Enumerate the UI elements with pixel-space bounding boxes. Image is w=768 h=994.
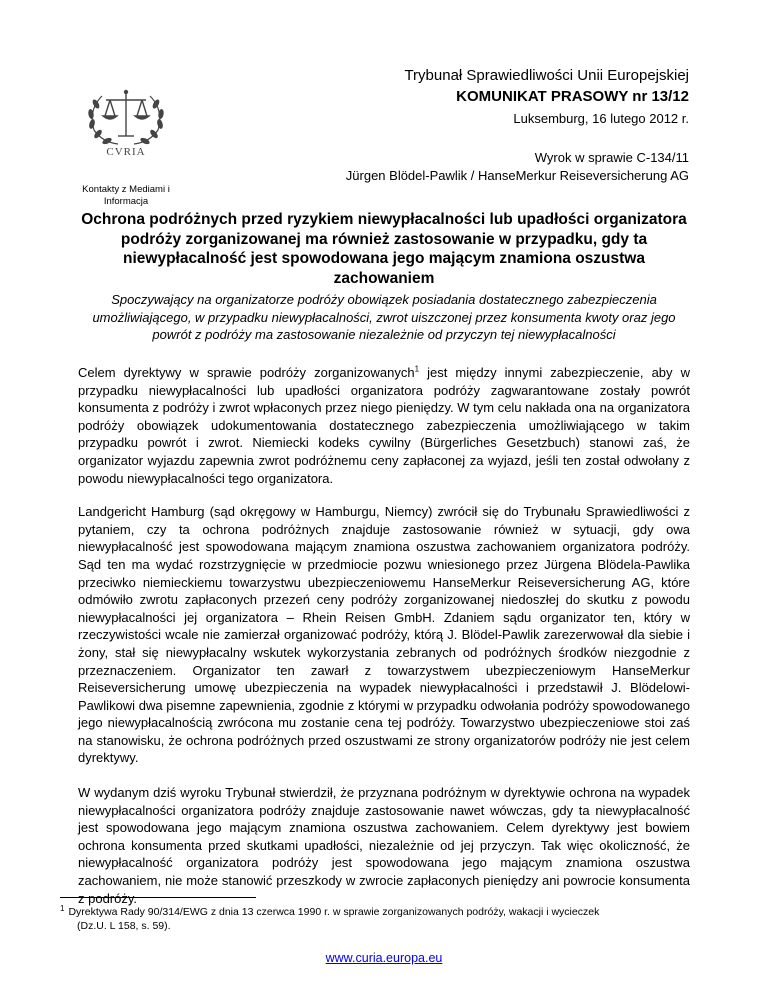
footnote-mark: 1 [60, 903, 65, 913]
contacts-line-1: Kontakty z Mediami i [82, 184, 170, 195]
paragraph-1-rest: jest między innymi zabezpieczenie, aby w przypadku niewypłacalności lub upadłości organizatora podróży zagwarantowane zostały powrót konsumenta z podróży i zwrot wpłaconych przez niego pieniędzy. W tym celu nakłada ona na organizatora podróży obowiązek udokumentowania dostatecznego zabezpieczenia umożliwiającego w takim przypadku powrót i zwrot. Niemiecki kodeks cywilny (Bürgerliches Gesetzbuch) stanowi zaś, że organizator wyjazdu zapewnia zwrot podróżnemu ceny zapłaconej za wyjazd, jeśli ten został odwołany z powodu niewypłacalności tego organizatora. [78, 365, 690, 486]
footnote-divider [60, 897, 256, 898]
curia-wordmark: CVRIA [106, 146, 146, 158]
footnote-line-2: (Dz.U. L 158, s. 59). [77, 920, 171, 932]
paragraph-2: Landgericht Hamburg (sąd okręgowy w Hamburgu, Niemcy) zwrócił się do Trybunału Sprawiedliwości z pytaniem, czy ta ochrona podróżnych znajduje zastosowanie również w sytuacji, gdy owa niewypłacalność jest spowodowana mającym znamiona oszustwa zachowaniem organizatora podróży. Sąd ten ma wydać rozstrzygnięcie w przedmiocie pozwu wniesionego przez Jürgena Blödela-Pawlika przeciwko niemieckiemu towarzystwu ubezpieczeniowemu HanseMerkur Reiseversicherung AG, które odmówiło zwrotu zapłaconych przezeń ceny podróży zorganizowanej niedoszłej do skutku z powodu niewypłacalności jej organizatora – Rhein Reisen GmbH. Zdaniem sądu organizator ten, który w rzeczywistości wcale nie zamierzał organizować podróży, którą J. Blödel-Pawlik zarezerwował dla siebie i żony, stał się niewypłacalny wskutek wykorzystania zebranych od podróżnych środków niezgodnie z przeznaczeniem. Organizator ten zawarł z towarzystwem ubezpieczeniowym HanseMerkur Reiseversicherung umowę ubezpieczenia na wypadek niewypłacalności i przedstawił J. Blödelowi-Pawlikowi dwa pisemne zapewnienia, zgodnie z którymi w przypadku odwołania podróży spowodowanego jego niewypłacalnością zwrócona mu zostanie cena tej podróży. Towarzystwo ubezpieczeniowe stoi zaś na stanowisku, że ochrona podróżnych przed oszustwami ze strony organizatorów podróży nie jest celem dyrektywy. [78, 504, 690, 766]
footnote-reference[interactable]: 1 [414, 364, 420, 374]
place-date: Luksemburg, 16 lutego 2012 r. [513, 111, 689, 126]
paragraph-1-start: Celem dyrektywy w sprawie podróży zorganizowanych [78, 365, 415, 380]
paragraph-1 [78, 364, 690, 487]
contacts-line-2: Informacja [103, 196, 149, 207]
curia-logo-block [60, 84, 192, 208]
paragraph-3: W wydanym dziś wyroku Trybunał stwierdził, że przyznana podróżnym w dyrektywie ochrona na wypadek niewypłacalności organizatora podróży znajduje zastosowanie nawet wówczas, gdy ta niewypłacalność jest spowodowana jego mającym znamiona oszustwa zachowaniem. Celem dyrektywy jest bowiem ochrona konsumenta przed skutkami upadłości, niezależnie od jej przyczyn. Tak więc okoliczność, że niewypłacalność organizatora podróży jest spowodowana jego mającym znamiona oszustwa zachowaniem, nie może stanowić przeszkody w zwrocie zapłaconych pieniędzy ani powrocie konsumenta z podróży. [78, 785, 690, 906]
footnote [60, 905, 700, 933]
footnote-line-1: Dyrektywa Rady 90/314/EWG z dnia 13 czerwca 1990 r. w sprawie zorganizowanych podróży, wakacji i wycieczek [68, 906, 600, 918]
case-reference [346, 149, 689, 185]
headline: Ochrona podróżnych przed ryzykiem niewypłacalności lub upadłości organizatora podróży zorganizowanej ma również zastosowanie w przypadku, gdy ta niewypłacalność jest spowodowana jego mającym znamiona oszustwa zachowaniem [81, 211, 687, 287]
curia-website-link[interactable]: www.curia.europa.eu [325, 951, 443, 965]
media-contacts-label [60, 184, 192, 208]
press-header [404, 66, 689, 129]
court-name: Trybunał Sprawiedliwości Unii Europejskiej [404, 67, 689, 84]
press-release-number: KOMUNIKAT PRASOWY nr 13/12 [456, 88, 689, 105]
subtitle: Spoczywający na organizatorze podróży obowiązek posiadania dostatecznego zabezpieczenia umożliwiającego, w przypadku niewypłacalności, zwrot uiszczonej przez konsumenta kwoty oraz jego powrót z podróży ma zastosowanie niezależnie od przyczyn tej niewypłacalności [92, 292, 676, 342]
body-text [78, 364, 690, 923]
scales-of-justice-icon [74, 84, 178, 152]
case-number: Wyrok w sprawie C-134/11 [534, 150, 689, 165]
case-parties: Jürgen Blödel-Pawlik / HanseMerkur Reiseversicherung AG [345, 168, 689, 183]
